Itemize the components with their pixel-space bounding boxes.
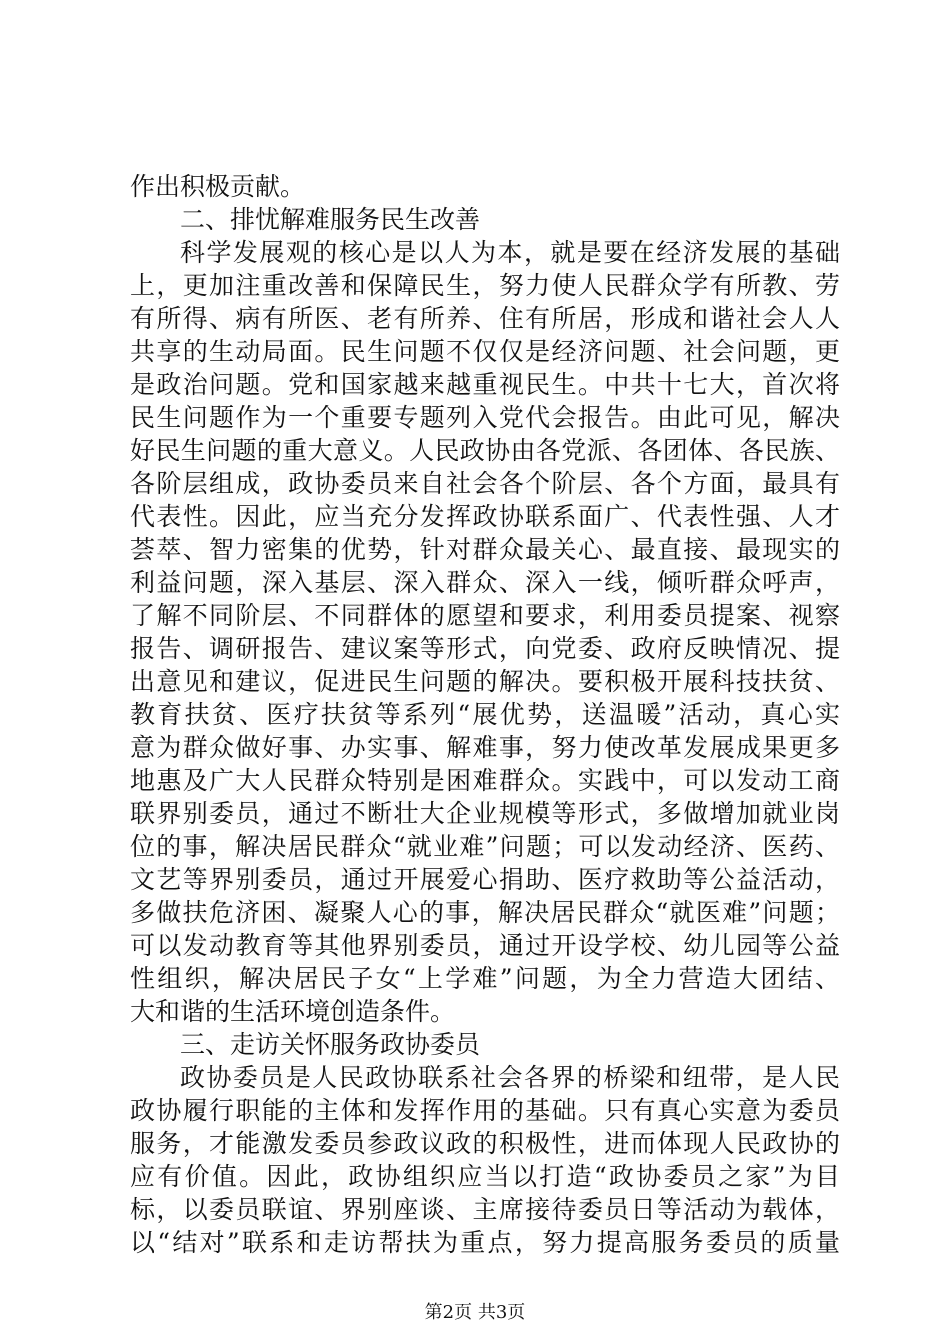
text-line: 是政治问题。党和国家越来越重视民生。中共十七大，首次将	[130, 370, 840, 399]
text-line: 作出积极贡献。	[130, 172, 306, 201]
text-line: 性组织，解决居民子女“上学难”问题，为全力营造大团结、	[130, 964, 840, 993]
text-line: 好民生问题的重大意义。人民政协由各党派、各团体、各民族、	[130, 436, 840, 465]
text-line: 有所得、病有所医、老有所养、住有所居，形成和谐社会人人	[130, 304, 840, 333]
page-number-footer: 第2页 共3页	[424, 1302, 526, 1323]
text-line: 文艺等界别委员，通过开展爱心捐助、医疗救助等公益活动，	[130, 865, 840, 894]
document-body	[130, 170, 840, 1259]
text-line: 报告、调研报告、建议案等形式，向党委、政府反映情况、提	[130, 634, 840, 663]
text-line: 多做扶危济困、凝聚人心的事，解决居民群众“就医难”问题；	[130, 898, 840, 927]
section-heading: 二、排忧解难服务民生改善	[180, 205, 481, 234]
text-line: 教育扶贫、医疗扶贫等系列“展优势，送温暖”活动，真心实	[130, 700, 840, 729]
text-line: 政协履行职能的主体和发挥作用的基础。只有真心实意为委员	[130, 1096, 840, 1125]
text-line: 荟萃、智力密集的优势，针对群众最关心、最直接、最现实的	[130, 535, 840, 564]
text-line: 服务，才能激发委员参政议政的积极性，进而体现人民政协的	[130, 1129, 840, 1158]
text-line: 标，以委员联谊、界别座谈、主席接待委员日等活动为载体，	[130, 1195, 840, 1224]
text-line: 出意见和建议，促进民生问题的解决。要积极开展科技扶贫、	[130, 667, 840, 696]
text-line: 以“结对”联系和走访帮扶为重点，努力提高服务委员的质量	[130, 1228, 840, 1257]
text-line: 位的事，解决居民群众“就业难”问题；可以发动经济、医药、	[130, 832, 840, 861]
text-line: 大和谐的生活环境创造条件。	[130, 997, 456, 1026]
text-line: 代表性。因此，应当充分发挥政协联系面广、代表性强、人才	[130, 502, 840, 531]
text-line: 意为群众做好事、办实事、解难事，努力使改革发展成果更多	[130, 733, 840, 762]
text-line: 上，更加注重改善和保障民生，努力使人民群众学有所教、劳	[130, 271, 840, 300]
section-heading: 三、走访关怀服务政协委员	[180, 1030, 481, 1059]
text-line: 可以发动教育等其他界别委员，通过开设学校、幼儿园等公益	[130, 931, 840, 960]
text-line: 地惠及广大人民群众特别是困难群众。实践中，可以发动工商	[130, 766, 840, 795]
text-line: 政协委员是人民政协联系社会各界的桥梁和纽带，是人民	[180, 1063, 840, 1092]
text-line: 了解不同阶层、不同群体的愿望和要求，利用委员提案、视察	[130, 601, 840, 630]
text-line: 共享的生动局面。民生问题不仅仅是经济问题、社会问题，更	[130, 337, 840, 366]
text-line: 应有价值。因此，政协组织应当以打造“政协委员之家”为目	[130, 1162, 840, 1191]
text-line: 各阶层组成，政协委员来自社会各个阶层、各个方面，最具有	[130, 469, 840, 498]
text-line: 联界别委员，通过不断壮大企业规模等形式，多做增加就业岗	[130, 799, 840, 828]
text-line: 民生问题作为一个重要专题列入党代会报告。由此可见，解决	[130, 403, 840, 432]
text-line: 利益问题，深入基层、深入群众、深入一线，倾听群众呼声，	[130, 568, 840, 597]
text-line: 科学发展观的核心是以人为本，就是要在经济发展的基础	[180, 238, 840, 267]
